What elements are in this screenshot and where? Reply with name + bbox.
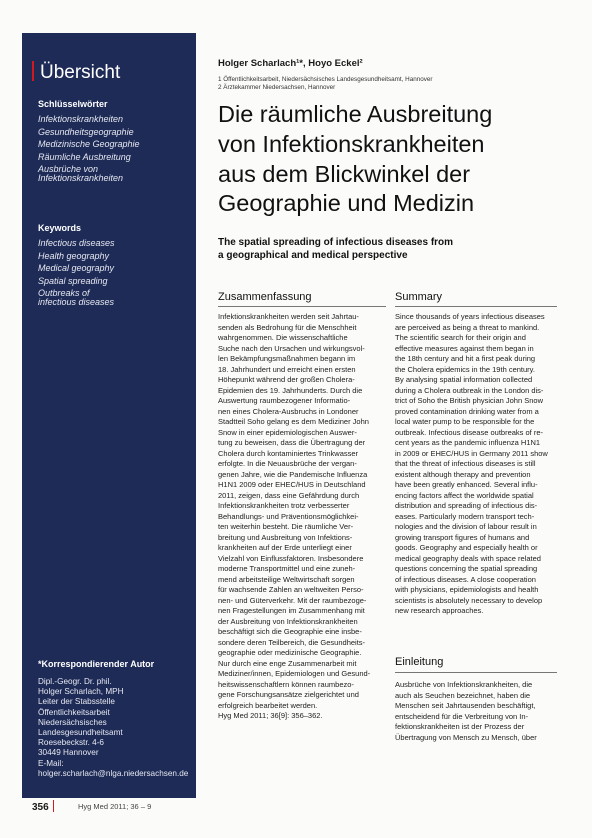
text-line: genen Jahre, wie die Pandemische Influenza bbox=[218, 469, 368, 479]
keywords-de-list bbox=[38, 113, 188, 186]
article-subtitle: The spatial spreading of infectious diseases from a geographical and medical perspective bbox=[218, 237, 454, 261]
text-line: nen eines Cholera-Ausbruchs in Londoner bbox=[218, 406, 359, 416]
keywords-en-heading: Keywords bbox=[38, 223, 82, 233]
summary-heading: Summary bbox=[395, 291, 443, 303]
section-rule bbox=[395, 306, 557, 307]
text-line: entscheidend für die Verbreitung von In- bbox=[395, 711, 529, 721]
text-line: trict of Soho the British physician John Snow bbox=[395, 396, 543, 405]
text-line: Vielzahl von Einflussfaktoren. Insbesondere bbox=[218, 553, 364, 563]
section-title-text: Übersicht bbox=[40, 62, 121, 83]
article-title: Die räumliche Ausbreitung von Infektionskrankheiten aus dem Blickwinkel der Geographie und Medizin bbox=[218, 101, 493, 217]
section-title bbox=[32, 61, 120, 84]
text-line: during a Cholera outbreak in the London dis- bbox=[395, 385, 544, 395]
text-line: scientists is absolutely necessary to develop bbox=[395, 595, 543, 605]
text-line: für wachsende Zahlen an weltweiten Perso- bbox=[218, 585, 364, 594]
text-line: cent years as the pandemic influenza H1N1 bbox=[395, 438, 541, 447]
text-line: Epidemien des 19. Jahrhunderts. Durch die bbox=[218, 385, 363, 395]
text-line: goods. Geography and especially health or bbox=[395, 543, 538, 552]
text-line: mend arbeitsteilige Weltwirtschaft sorgen bbox=[218, 574, 355, 584]
text-line: 18. Jahrhundert und erreicht einen ersten bbox=[218, 364, 356, 374]
text-line: Stadtteil Soho gelang es dem Mediziner John bbox=[218, 417, 369, 426]
text-line: krankheiten auf der Erde unterliegt einer bbox=[218, 543, 352, 552]
text-line: Höhepunkt während der großen Cholera- bbox=[218, 375, 355, 384]
text-line: medical geography deals with space related bbox=[395, 553, 541, 563]
text-line: Since thousands of years infectious diseases bbox=[395, 312, 545, 321]
text-line: the Cholera epidemics in the 19th century. bbox=[395, 364, 535, 374]
text-line: distribution and spreading of infectious dis- bbox=[395, 501, 538, 510]
sidebar bbox=[22, 33, 196, 798]
einleitung-heading: Einleitung bbox=[395, 656, 444, 668]
text-line: outbreak. Infectious disease outbreaks of re- bbox=[395, 427, 544, 437]
text-line: questions concerning the spatial spreading bbox=[395, 564, 538, 573]
authors: Holger Scharlach¹*, Hoyo Eckel² bbox=[218, 58, 363, 69]
text-line: H1N1 2009 oder EHEC/HUS in Deutschland bbox=[218, 480, 366, 489]
text-line: ten weiterhin besteht. Die räumliche Ver- bbox=[218, 522, 354, 531]
section-rule bbox=[395, 672, 557, 673]
text-line: have been greatly enhanced. Several influ- bbox=[395, 480, 538, 489]
einleitung-text bbox=[395, 680, 537, 743]
keyword-en: Health geography bbox=[38, 250, 110, 261]
red-accent-bar bbox=[32, 61, 34, 81]
text-line: Suche nach den Ursachen und wirkungsvol- bbox=[218, 343, 365, 353]
keywords-en-list bbox=[38, 237, 188, 310]
text-line: Menschen seit Jahrtausenden beschäftigt, bbox=[395, 701, 536, 710]
text-line: Übertragung von Mensch zu Mensch, über bbox=[395, 732, 537, 742]
text-line: erfolgte. In die Neuausbrüche der vergan- bbox=[218, 459, 357, 468]
keyword-en: Medical geography bbox=[38, 263, 115, 274]
text-line: der Ausbreitung von Infektionskrankheiten bbox=[218, 616, 358, 626]
keyword-en: Spatial spreading bbox=[38, 275, 108, 286]
text-line: proved contamination drinking water from a bbox=[395, 406, 539, 416]
keyword-de: Gesundheitsgeographie bbox=[38, 126, 134, 137]
text-line: moderne Transportmittel und eine zuneh- bbox=[218, 564, 356, 573]
zusammenfassung-text bbox=[218, 312, 370, 722]
email-link[interactable]: holger.scharlach@nlga.niedersachsen.de bbox=[38, 768, 189, 778]
text-line: Auswertung raumbezogener Informatio- bbox=[218, 396, 351, 405]
text-line: len Bekämpfungsmaßnahmen begann im bbox=[218, 354, 356, 363]
text-line: Cholera durch kontaminiertes Trinkwasser bbox=[218, 448, 359, 458]
text-line: auch als Seuchen bezeichnet, haben die bbox=[395, 690, 531, 700]
keyword-de: Ausbrüche von Infektionskrankheiten bbox=[38, 164, 124, 184]
keyword-en: Infectious diseases bbox=[38, 238, 115, 248]
text-line: are perceived as being a threat to mankind. bbox=[395, 322, 540, 332]
text-line: gene Forschungsansätze zielgerichtet und bbox=[218, 690, 359, 699]
red-accent-bar bbox=[53, 800, 54, 812]
text-line: erfolgreich bearbeitet werden. bbox=[218, 700, 318, 710]
affiliations: 1 Öffentlichkeitsarbeit, Niedersächsisches Landesgesundheitsamt, Hannover 2 Ärztekammer Niedersachsen, Hannover bbox=[218, 76, 433, 92]
text-line: By analysing spatial information collected bbox=[395, 375, 533, 384]
text-line: Behandlungs- und Präventionsmöglichkei- bbox=[218, 511, 359, 521]
keyword-de: Räumliche Ausbreitung bbox=[38, 151, 131, 162]
text-line: in 2009 or EHEC/HUS in Germany 2011 show bbox=[395, 448, 548, 458]
text-line: with physicians, epidemiologists and health bbox=[395, 585, 539, 594]
text-line: the 18th century and hit a first peak during bbox=[395, 354, 536, 363]
text-line: existent although therapy and prevention bbox=[395, 469, 531, 479]
page-number: 356 bbox=[32, 800, 58, 813]
keyword-de: Medizinische Geographie bbox=[38, 139, 140, 150]
section-rule bbox=[218, 306, 386, 307]
summary-text bbox=[395, 312, 548, 617]
keyword-en: Outbreaks of infectious diseases bbox=[38, 288, 115, 308]
text-line: Mediziner/innen, Epidemiologen und Gesund- bbox=[218, 669, 371, 678]
text-line: wahrgenommen. Die wissenschaftliche bbox=[218, 333, 348, 342]
text-line: nen- und Güterverkehr. Mit der raumbezoge- bbox=[218, 595, 367, 605]
text-line: new research approaches. bbox=[395, 606, 484, 615]
text-line: Ausbrüche von Infektionskrankheiten, die bbox=[395, 680, 533, 689]
text-line: senden als Bedrohung für die Menschheit bbox=[218, 322, 357, 332]
text-line: effective measures against them began in bbox=[395, 343, 534, 353]
text-line: encing factors affect the worldwide spatial bbox=[395, 490, 534, 500]
text-line: Infektionskrankheiten werden seit Jahrtau- bbox=[218, 312, 359, 321]
correspondence-address: Dipl.-Geogr. Dr. phil. Holger Scharlach, MPH Leiter der Stabsstelle Öffentlichkeitsarbeit Niedersächsisches Landesgesundheitsamt Roesebeckstr. 4-6 30449 Hannover E-Mail: holger.scharlach@nlga.niedersachsen.de bbox=[38, 677, 189, 778]
text-line: of infectious diseases. A close cooperation bbox=[395, 574, 536, 584]
keywords-de-heading: Schlüsselwörter bbox=[38, 99, 108, 109]
text-line: beschäftigt sich die Geographie eine insbe- bbox=[218, 627, 362, 636]
correspondence-heading: *Korrespondierender Autor bbox=[38, 659, 155, 669]
text-line: growing transport figures of humans and bbox=[395, 532, 530, 542]
text-line: 2011, zeigen, dass eine Gefährdung durch bbox=[218, 490, 360, 500]
journal-citation: Hyg Med 2011; 36 – 9 bbox=[78, 802, 152, 811]
text-line: heitswissenschaftlern können raumbezo- bbox=[218, 679, 354, 689]
text-line: that the threat of infectious diseases is still bbox=[395, 459, 536, 468]
text-line: The scientific search for their origin and bbox=[395, 333, 526, 342]
text-line: sondere deren Teilbereich, die Gesundheits- bbox=[218, 637, 366, 647]
text-line: Snow in einer epidemiologischen Auswer- bbox=[218, 427, 357, 437]
text-line: geographie oder medizinische Geographie. bbox=[218, 648, 362, 657]
keyword-de: Infektionskrankheiten bbox=[38, 114, 124, 124]
text-line: Nur durch eine enge Zusammenarbeit mit bbox=[218, 658, 357, 668]
text-line: nen Fragestellungen im Zusammenhang mit bbox=[218, 606, 365, 615]
text-line: Hyg Med 2011; 36[9]: 356–362. bbox=[218, 711, 323, 720]
text-line: eases. Particularly modern transport tech- bbox=[395, 511, 535, 521]
text-line: breitung und Ausbreitung von Infektions- bbox=[218, 532, 353, 542]
text-line: fektionskrankheiten ist der Prozess der bbox=[395, 722, 525, 731]
zusammenfassung-heading: Zusammenfassung bbox=[218, 291, 312, 303]
text-line: nologies and the division of labour result in bbox=[395, 522, 537, 531]
text-line: local water pump to be responsible for the bbox=[395, 417, 535, 426]
text-line: Infektionskrankheiten trotz verbesserter bbox=[218, 501, 350, 510]
text-line: tung zu beweisen, dass die Übertragung der bbox=[218, 438, 366, 447]
